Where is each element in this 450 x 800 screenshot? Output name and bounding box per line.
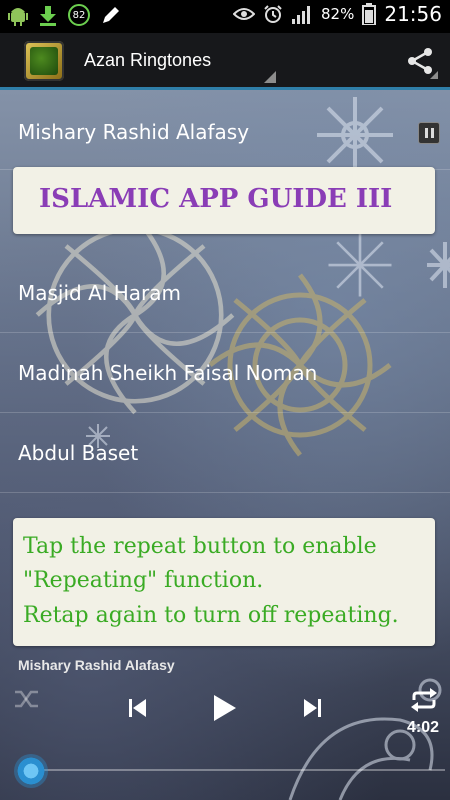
now-playing-title: Mishary Rashid Alafasy: [18, 657, 175, 673]
list-item[interactable]: [0, 333, 450, 413]
previous-icon[interactable]: [128, 697, 148, 719]
pencil-icon: [100, 4, 120, 26]
list-item-label: Madinah Sheikh Faisal Noman: [18, 361, 318, 385]
alarm-icon: [263, 4, 283, 24]
info-line: Tap the repeat button to enable: [23, 534, 377, 559]
list-item-label: Mishary Rashid Alafasy: [18, 120, 250, 144]
list-item[interactable]: [0, 90, 450, 170]
info-line: Retap again to turn off repeating.: [23, 603, 399, 628]
shuffle-icon[interactable]: [14, 688, 40, 710]
notification-icons: [8, 4, 120, 26]
app-title[interactable]: Azan Ringtones: [84, 50, 212, 70]
list-item[interactable]: [0, 253, 450, 333]
action-bar: [0, 33, 450, 90]
ad-banner[interactable]: [13, 167, 435, 234]
spinner-indicator-icon: [264, 71, 276, 83]
battery-percent: 82%: [321, 5, 355, 23]
battery-icon: [362, 3, 376, 25]
next-icon[interactable]: [302, 697, 322, 719]
list-item[interactable]: [0, 413, 450, 493]
signal-icon: [291, 4, 313, 24]
system-icons: [233, 2, 442, 26]
overflow-indicator-icon: [430, 71, 438, 79]
info-line: "Repeating" function.: [23, 568, 264, 593]
track-duration: 4:02: [406, 719, 439, 736]
list-item-label: Masjid Al Haram: [18, 281, 181, 305]
download-icon: [38, 4, 58, 26]
list-item-label: Abdul Baset: [18, 441, 139, 465]
app-logo-icon[interactable]: [24, 41, 64, 81]
eye-icon: [233, 6, 255, 22]
content-area: [0, 90, 450, 800]
clock: 21:56: [384, 2, 442, 26]
repeat-info-box: [13, 518, 435, 646]
banner-text: ISLAMIC APP GUIDE III: [39, 184, 393, 214]
android-debug-icon: [8, 4, 28, 26]
pause-icon[interactable]: [418, 122, 440, 144]
repeat-icon[interactable]: [410, 688, 438, 712]
play-icon[interactable]: [212, 693, 238, 723]
seek-thumb[interactable]: [14, 754, 48, 788]
battery-saver-badge: 82: [68, 4, 90, 26]
seek-bar[interactable]: [30, 769, 445, 771]
status-bar: [0, 0, 450, 33]
